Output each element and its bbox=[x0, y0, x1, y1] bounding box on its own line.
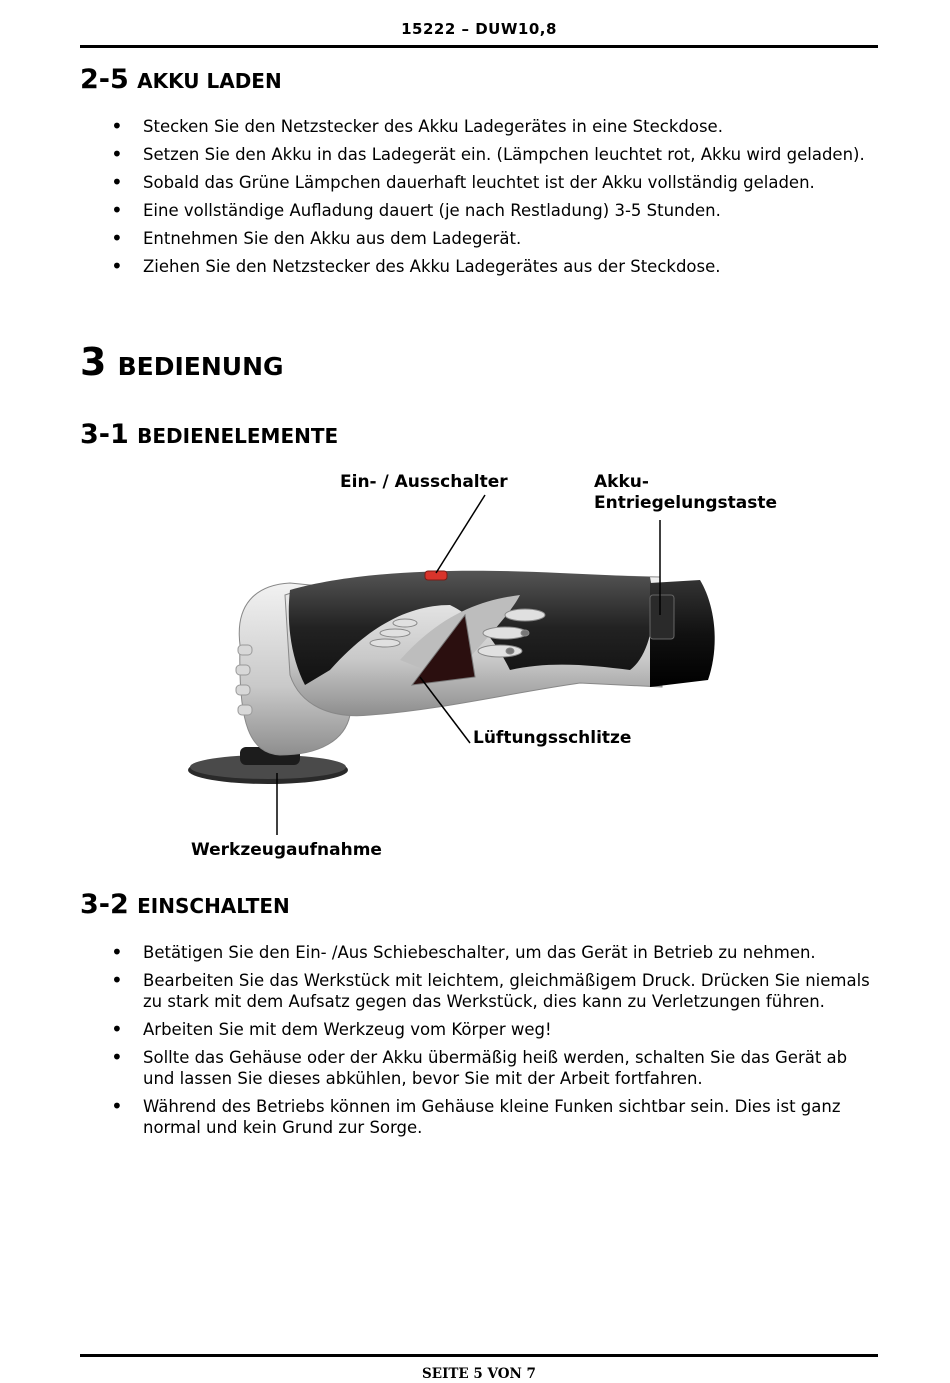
page-footer: SEITE 5 VON 7 bbox=[422, 1366, 536, 1382]
section-title: AKKU LADEN bbox=[137, 69, 282, 93]
section-title: EINSCHALTEN bbox=[137, 894, 290, 918]
battery-release-button bbox=[650, 595, 674, 639]
charging-steps-list bbox=[0, 116, 950, 284]
tool-diagram bbox=[180, 465, 820, 875]
section-3-1-heading bbox=[80, 419, 338, 450]
chapter-number: 3 bbox=[80, 340, 107, 384]
label-ventilation-slots: Lüftungsschlitze bbox=[473, 728, 632, 748]
list-item: • Stecken Sie den Netzstecker des Akku Ladegerätes in eine Steckdose. bbox=[0, 116, 950, 137]
list-item: • Sollte das Gehäuse oder der Akku übermäßig heiß werden, schalten Sie das Gerät ab und lassen Sie dieses abkühlen, bevor Sie mit der Arbeit fortfahren. bbox=[0, 1047, 950, 1089]
list-item: • Sobald das Grüne Lämpchen dauerhaft leuchtet ist der Akku vollständig geladen. bbox=[0, 172, 950, 193]
list-item: • Betätigen Sie den Ein- /Aus Schiebeschalter, um das Gerät in Betrieb zu nehmen. bbox=[0, 942, 950, 963]
label-battery-release-2: Entriegelungstaste bbox=[594, 493, 777, 513]
list-item: • Während des Betriebs können im Gehäuse kleine Funken sichtbar sein. Dies ist ganz normal und kein Grund zur Sorge. bbox=[0, 1096, 950, 1138]
list-item: • Bearbeiten Sie das Werkstück mit leichtem, gleichmäßigem Druck. Drücken Sie niemals zu stark mit dem Aufsatz gegen das Werkstück, dies kann zu Verletzungen führen. bbox=[0, 970, 950, 1012]
label-tool-holder: Werkzeugaufnahme bbox=[191, 840, 382, 860]
list-item: • Entnehmen Sie den Akku aus dem Ladegerät. bbox=[0, 228, 950, 249]
section-title: BEDIENELEMENTE bbox=[137, 424, 339, 448]
label-power-switch: Ein- / Ausschalter bbox=[340, 472, 508, 492]
multitool-illustration bbox=[180, 465, 820, 875]
section-number: 2-5 bbox=[80, 64, 129, 95]
leader-line-switch bbox=[436, 495, 485, 573]
switch-on-steps-list bbox=[0, 942, 950, 1145]
section-3-2-heading bbox=[80, 889, 290, 920]
label-battery-release-1: Akku- bbox=[594, 472, 649, 492]
chapter-title: BEDIENUNG bbox=[117, 352, 284, 381]
list-item: • Ziehen Sie den Netzstecker des Akku Ladegerätes aus der Steckdose. bbox=[0, 256, 950, 277]
section-number: 3-1 bbox=[80, 419, 129, 450]
section-number: 3-2 bbox=[80, 889, 129, 920]
list-item: • Eine vollständige Aufladung dauert (je nach Restladung) 3-5 Stunden. bbox=[0, 200, 950, 221]
list-item: • Setzen Sie den Akku in das Ladegerät ein. (Lämpchen leuchtet rot, Akku wird geladen). bbox=[0, 144, 950, 165]
header-rule bbox=[80, 45, 878, 48]
section-2-5-heading bbox=[80, 64, 282, 95]
chapter-3-heading bbox=[80, 340, 284, 384]
footer-rule bbox=[80, 1354, 878, 1357]
list-item: • Arbeiten Sie mit dem Werkzeug vom Körper weg! bbox=[0, 1019, 950, 1040]
page-header: 15222 – DUW10,8 bbox=[401, 20, 557, 38]
